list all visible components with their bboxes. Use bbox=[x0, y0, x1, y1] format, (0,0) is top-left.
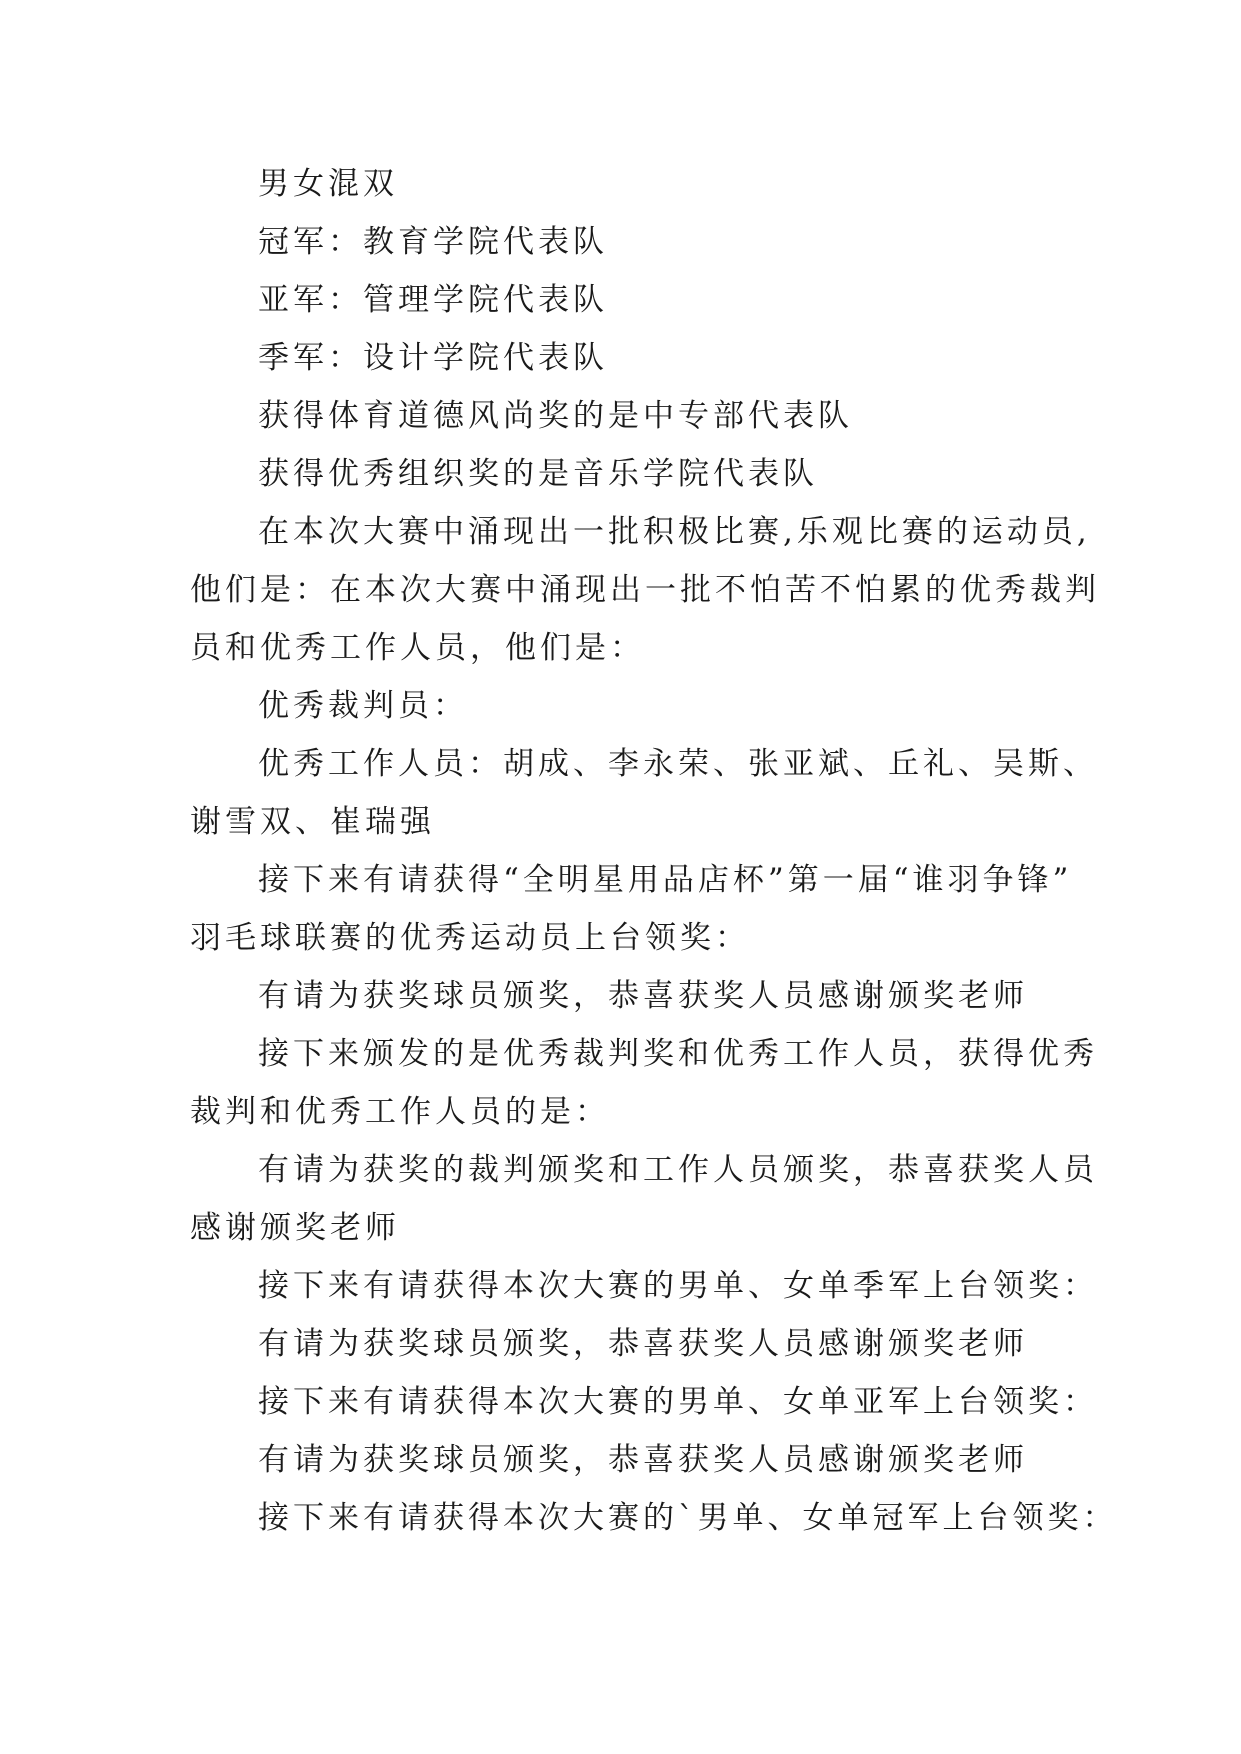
paragraph-line: 员和优秀工作人员，他们是： bbox=[190, 630, 645, 666]
section-heading-mixed-doubles: 男女混双 bbox=[258, 166, 398, 202]
excellent-staff-line-cont: 谢雪双、崔瑞强 bbox=[190, 804, 435, 840]
paragraph-line: 羽毛球联赛的优秀运动员上台领奖： bbox=[190, 920, 750, 956]
paragraph-line: 有请为获奖的裁判颁奖和工作人员颁奖，恭喜获奖人员 bbox=[258, 1152, 1098, 1188]
paragraph-line: 有请为获奖球员颁奖，恭喜获奖人员感谢颁奖老师 bbox=[258, 1442, 1028, 1478]
paragraph-line: 接下来有请获得本次大赛的男单、女单季军上台领奖： bbox=[258, 1268, 1098, 1304]
paragraph-line: 他们是：在本次大赛中涌现出一批不怕苦不怕累的优秀裁判 bbox=[190, 572, 1100, 608]
champion-line: 冠军：教育学院代表队 bbox=[258, 224, 608, 260]
excellent-referees-line: 优秀裁判员： bbox=[258, 688, 468, 724]
paragraph-line: 感谢颁奖老师 bbox=[190, 1210, 400, 1246]
third-place-line: 季军：设计学院代表队 bbox=[258, 340, 608, 376]
paragraph-line: 接下来有请获得本次大赛的`男单、女单冠军上台领奖： bbox=[258, 1500, 1118, 1536]
paragraph-line: 接下来有请获得“全明星用品店杯”第一届“谁羽争锋” bbox=[258, 862, 1073, 898]
runner-up-line: 亚军：管理学院代表队 bbox=[258, 282, 608, 318]
sportsmanship-award-line: 获得体育道德风尚奖的是中专部代表队 bbox=[258, 398, 853, 434]
paragraph-line: 有请为获奖球员颁奖，恭喜获奖人员感谢颁奖老师 bbox=[258, 978, 1028, 1014]
paragraph-line: 接下来颁发的是优秀裁判奖和优秀工作人员，获得优秀 bbox=[258, 1036, 1098, 1072]
organization-award-line: 获得优秀组织奖的是音乐学院代表队 bbox=[258, 456, 818, 492]
paragraph-line: 有请为获奖球员颁奖，恭喜获奖人员感谢颁奖老师 bbox=[258, 1326, 1028, 1362]
paragraph-line: 在本次大赛中涌现出一批积极比赛,乐观比赛的运动员, bbox=[258, 514, 1091, 550]
excellent-staff-line: 优秀工作人员：胡成、李永荣、张亚斌、丘礼、吴斯、 bbox=[258, 746, 1098, 782]
paragraph-line: 接下来有请获得本次大赛的男单、女单亚军上台领奖： bbox=[258, 1384, 1098, 1420]
paragraph-line: 裁判和优秀工作人员的是： bbox=[190, 1094, 610, 1130]
